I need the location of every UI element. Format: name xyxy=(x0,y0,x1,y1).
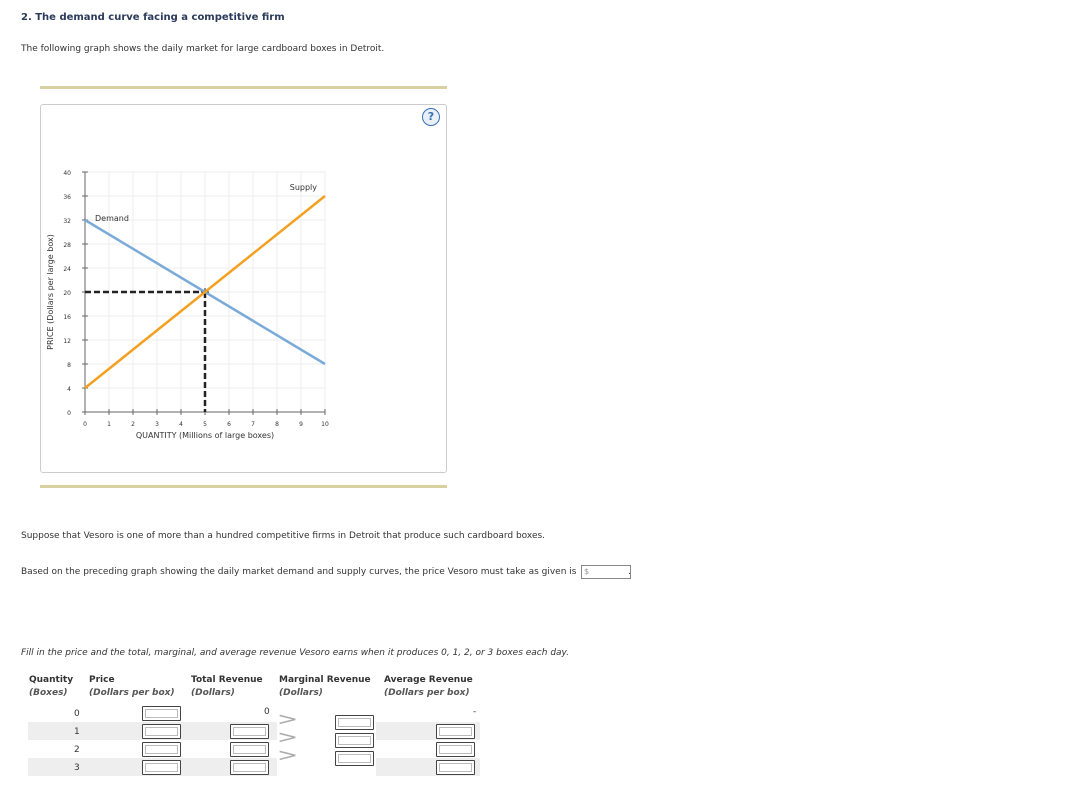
market-chart xyxy=(40,104,445,471)
header-mr-unit: (Dollars) xyxy=(279,688,323,698)
x-tick-label: 1 xyxy=(107,421,111,428)
header-quantity-unit: (Boxes) xyxy=(29,688,68,698)
price-input[interactable]: $ xyxy=(581,565,631,579)
chevron-right-icon: > xyxy=(276,727,299,748)
question-text-2: Based on the preceding graph showing the daily market demand and supply curves, the price Vesoro must take as given is xyxy=(21,567,577,577)
equilibrium-lines xyxy=(85,288,209,412)
intro-text: The following graph shows the daily market for large cardboard boxes in Detroit. xyxy=(21,44,385,54)
question-text-3: Fill in the price and the total, marginal, and average revenue Vesoro earns when it produces 0, 1, 2, or 3 boxes each day. xyxy=(21,648,570,658)
x-tick-label: 7 xyxy=(251,421,255,428)
header-quantity-label: Quantity xyxy=(29,675,74,685)
x-tick-label: 8 xyxy=(275,421,279,428)
average-revenue-input-row1[interactable] xyxy=(436,724,475,739)
header-average-revenue xyxy=(384,674,473,700)
header-price xyxy=(89,674,175,700)
price-input-row3[interactable] xyxy=(142,760,181,775)
y-tick-labels xyxy=(63,170,71,417)
y-axis-label: PRICE (Dollars per large box) xyxy=(46,234,55,350)
y-tick-label: 28 xyxy=(63,242,71,249)
chevron-right-icon: > xyxy=(276,745,299,766)
quantity-cell: 1 xyxy=(74,727,80,737)
x-tick-label: 0 xyxy=(83,421,87,428)
x-axis-label: QUANTITY (Millions of large boxes) xyxy=(135,431,275,440)
price-input-row1[interactable] xyxy=(142,724,181,739)
header-quantity xyxy=(29,674,73,700)
header-ar-label: Average Revenue xyxy=(384,675,473,685)
x-tick-label: 2 xyxy=(131,421,135,428)
y-tick-label: 24 xyxy=(63,266,71,273)
header-price-label: Price xyxy=(89,675,115,685)
question-text-1: Suppose that Vesoro is one of more than a hundred competitive firms in Detroit that produce such cardboard boxes. xyxy=(21,531,546,541)
y-tick-label: 16 xyxy=(63,314,71,321)
y-tick-label: 36 xyxy=(63,194,71,201)
quantity-cell: 2 xyxy=(74,745,80,755)
top-divider xyxy=(40,86,447,89)
marginal-revenue-input-3[interactable] xyxy=(335,751,374,766)
total-revenue-input-row2[interactable] xyxy=(230,742,269,757)
y-tick-label: 32 xyxy=(63,218,71,225)
y-tick-label: 8 xyxy=(67,362,71,369)
price-input-row2[interactable] xyxy=(142,742,181,757)
header-tr-label: Total Revenue xyxy=(191,675,263,685)
y-tick-label: 40 xyxy=(63,170,71,177)
demand-label: Demand xyxy=(95,214,129,223)
y-tick-label: 0 xyxy=(67,410,71,417)
chevron-right-icon: > xyxy=(276,709,299,730)
page-title: 2. The demand curve facing a competitive firm xyxy=(21,12,285,23)
total-revenue-input-row3[interactable] xyxy=(230,760,269,775)
y-tick-label: 4 xyxy=(67,386,71,393)
average-revenue-input-row2[interactable] xyxy=(436,742,475,757)
supply-label: Supply xyxy=(289,183,317,192)
x-tick-label: 4 xyxy=(179,421,183,428)
header-tr-unit: (Dollars) xyxy=(191,688,235,698)
y-tick-label: 12 xyxy=(63,338,71,345)
header-mr-label: Marginal Revenue xyxy=(279,675,371,685)
average-revenue-input-row3[interactable] xyxy=(436,760,475,775)
x-tick-labels xyxy=(83,421,329,428)
average-revenue-row0: - xyxy=(473,707,477,717)
x-tick-label: 3 xyxy=(155,421,159,428)
help-icon[interactable]: ? xyxy=(422,108,440,126)
marginal-revenue-input-2[interactable] xyxy=(335,733,374,748)
x-tick-label: 5 xyxy=(203,421,207,428)
quantity-cell: 0 xyxy=(74,709,80,719)
marginal-revenue-input-1[interactable] xyxy=(335,715,374,730)
header-total-revenue xyxy=(191,674,263,700)
total-revenue-input-row1[interactable] xyxy=(230,724,269,739)
x-tick-label: 9 xyxy=(299,421,303,428)
header-marginal-revenue xyxy=(279,674,371,700)
price-input-row0[interactable] xyxy=(142,706,181,721)
y-tick-label: 20 xyxy=(63,290,71,297)
quantity-cell: 3 xyxy=(74,763,80,773)
header-ar-unit: (Dollars per box) xyxy=(384,688,470,698)
x-tick-label: 6 xyxy=(227,421,231,428)
bottom-divider xyxy=(40,485,447,488)
x-tick-label: 10 xyxy=(321,421,329,428)
question-period: . xyxy=(628,567,631,577)
total-revenue-row0: 0 xyxy=(264,707,270,717)
header-price-unit: (Dollars per box) xyxy=(89,688,175,698)
